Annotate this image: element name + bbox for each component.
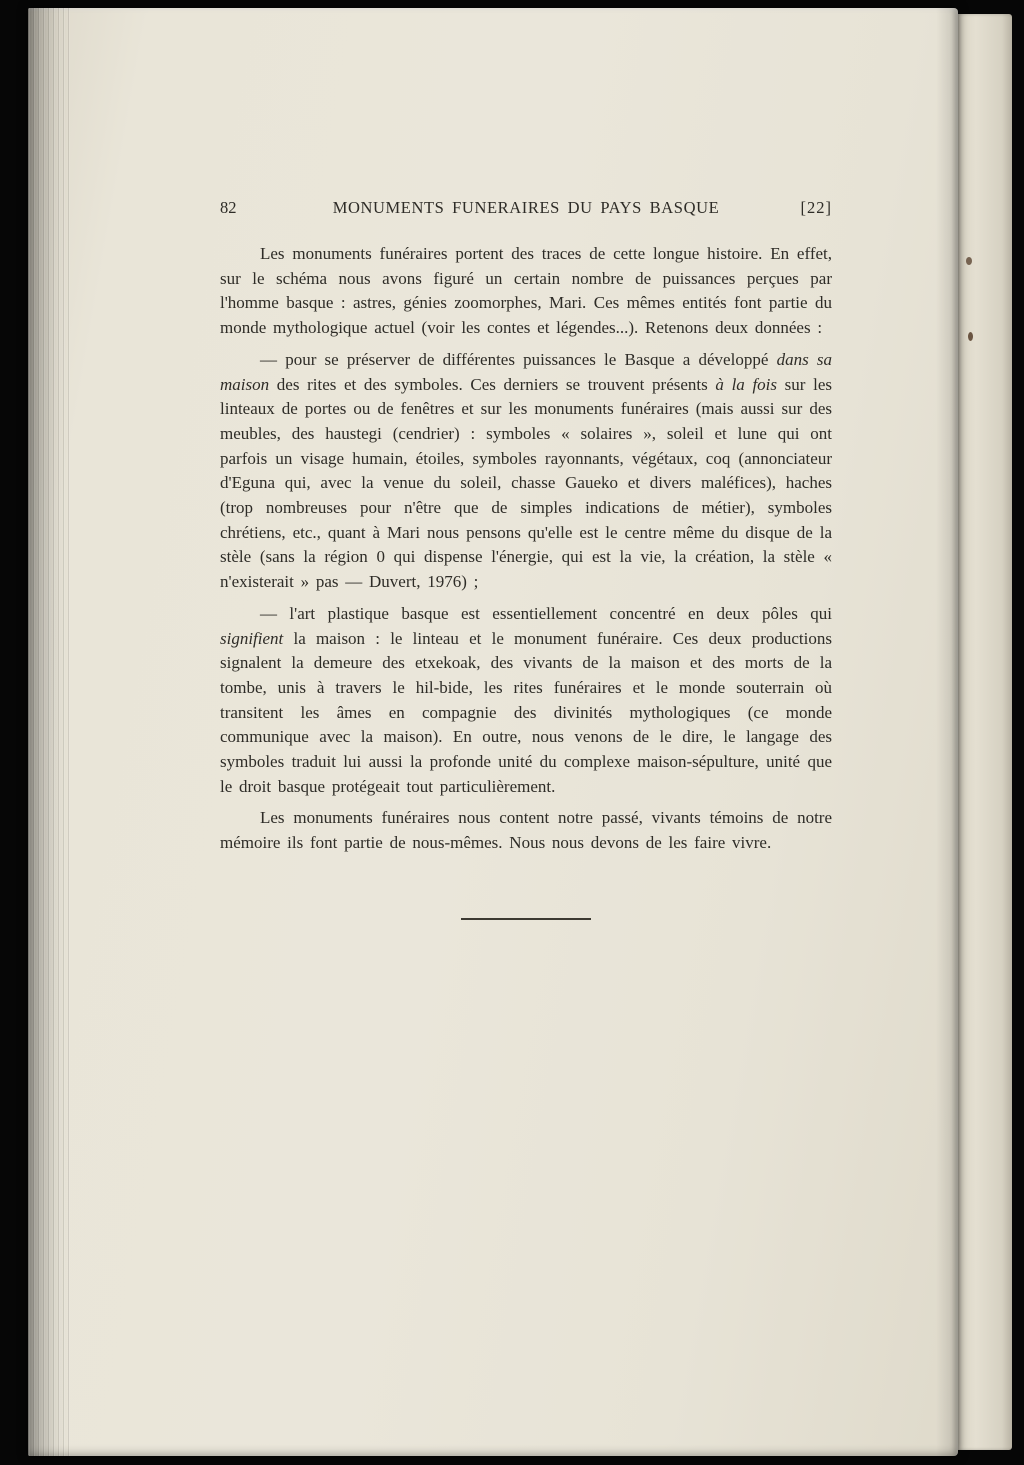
page-right-edge-shade — [936, 8, 958, 1456]
text-segment: des rites et des symboles. Ces derniers se trouvent présents — [269, 374, 716, 394]
running-title: MONUMENTS FUNERAIRES DU PAYS BASQUE — [332, 198, 720, 217]
text-segment-italic: signifient — [220, 628, 284, 648]
book-page — [28, 8, 958, 1456]
paragraph — [220, 348, 832, 595]
text-segment: Les monuments funéraires portent des traces de cette longue histoire. En effet, sur le schéma nous avons figuré un certain nombre de puissances perçues par l'homme basque : astres, génies zoomorphes, Mari. Ces mêmes entités font partie du monde mythologique actuel (voir les contes et légendes...). Retenons deux données : — [220, 244, 832, 338]
facing-page-edge — [956, 14, 1012, 1450]
text-segment: la maison : le linteau et le monument funéraire. Ces deux productions signalent la demeure des etxekoak, des vivants de la maison et des morts de la tombe, unis à travers le hil-bide, les rites funéraires et le monde souterrain où transitent les âmes en compagnie des divinités mythologiques (ce monde communique avec la maison). En outre, nous venons de le dire, le langage des symboles traduit lui aussi la profonde unité du complexe maison-sépulture, unité que le droit basque protégeait tout particulièrement. — [220, 628, 832, 796]
paragraph — [220, 242, 832, 341]
page-blemish — [968, 332, 973, 341]
text-segment: — pour se préserver de différentes puissances le Basque a développé — [260, 349, 777, 369]
paragraph — [220, 602, 832, 800]
text-block — [220, 196, 832, 920]
folio-number: [22] — [800, 198, 832, 217]
paragraph — [220, 806, 832, 855]
page-number: 82 — [220, 198, 237, 217]
text-segment: Les monuments funéraires nous content notre passé, vivants témoins de notre mémoire ils font partie de nous-mêmes. Nous nous devons de les faire vivre. — [220, 808, 832, 853]
section-divider — [461, 918, 591, 920]
page-blemish — [966, 257, 972, 265]
text-segment-italic: dans sa maison — [220, 349, 833, 394]
page-gutter-edges — [28, 8, 70, 1456]
text-segment: — l'art plastique basque est essentiellement concentré en deux pôles qui — [260, 603, 832, 623]
text-segment-italic: à la fois — [715, 374, 778, 394]
running-head — [220, 196, 832, 220]
text-segment: sur les linteaux de portes ou de fenêtres et sur les monuments funéraires (mais aussi sur des meubles, des haustegi (cendrier) : symboles « solaires », soleil et lune qui ont parfois un visage humain, étoiles, symboles rayonnants, végétaux, coq (annonciateur d'Eguna qui, avec la venue du soleil, chasse Gaueko et divers maléfices), haches (trop nombreuses pour n'être que de simples indications de métier), symboles chrétiens, etc., quant à Mari nous pensons qu'elle est le centre même du disque de la stèle (sans la région 0 qui dispense l'énergie, qui est la vie, la création, la stèle « n'existerait » pas — Duvert, 1976) ; — [220, 374, 832, 592]
